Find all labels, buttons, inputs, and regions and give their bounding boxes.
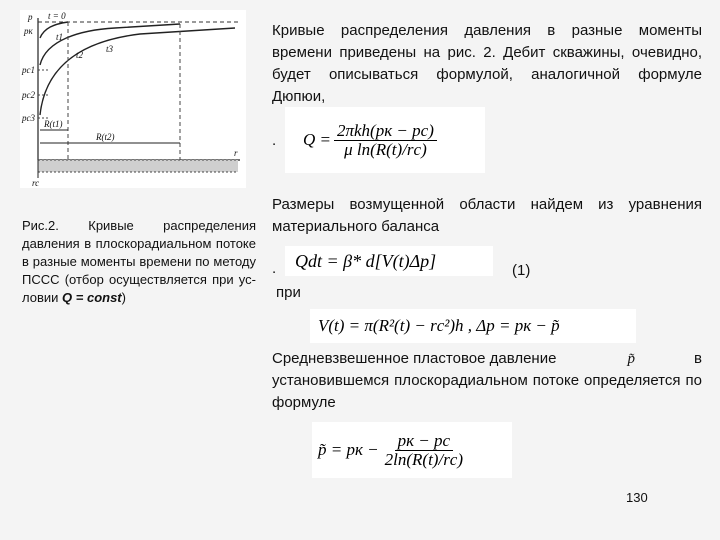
label-t0: t = 0 [48,11,66,21]
caption-text: Рис.2. Кривые распределения давления в плоскорадиальном потоке в разные моменты времени по методу ПСCC (отбор осуществляется при ус-ловии [22,218,256,305]
caption-tail: ) [121,290,126,305]
label-rt1: R(t1) [44,119,63,129]
paragraph-2: Размеры возмущенной области найдем из уравнения материального баланса [272,196,702,235]
average-pressure-formula [312,422,512,478]
volume-formula [310,309,636,343]
label-t2: t2 [76,50,84,60]
reservoir-strip [38,160,238,172]
formula2-text: Qdt = β* d[V(t)Δp] [295,250,437,271]
paragraph-3-lead: Средневзвешенное пластовое давление [272,350,557,367]
paragraph-3-v: в [694,350,702,367]
label-t3: t3 [106,44,114,54]
formula4-fraction [382,432,466,469]
dupuit-formula [285,107,485,173]
formula2-dot: . [272,260,277,277]
label-pc2: pс2 [22,90,35,100]
equation-number: (1) [512,262,531,279]
label-pk: pк [24,26,33,36]
formula1-dot: . [272,132,277,149]
curve-t3 [40,28,235,115]
ptilde-symbol: p̃ [627,351,635,367]
formula1-lhs: Q = [303,130,331,149]
label-pc3: pс3 [22,113,35,123]
paragraph-3 [272,348,702,414]
label-pc1: pс1 [22,65,35,75]
pressure-curves-diagram [20,10,246,188]
pri-word: при [276,284,301,301]
label-t1: t1 [56,32,64,42]
formula4-lhs: p̃ = pк − [318,440,379,459]
curve-t1 [40,22,68,38]
figure-caption [22,217,256,307]
formula1-denominator: μ ln(R(t)/rс) [344,139,427,159]
formula4-numerator: pк − pс [395,432,453,451]
label-rt2: R(t2) [96,132,115,142]
material-balance-formula [285,246,493,276]
formula4-denominator: 2ln(R(t)/rс) [384,449,464,469]
caption-condition: Q = const [62,290,122,305]
label-p: p [28,12,33,22]
label-r: r [234,148,238,158]
formula3-text: V(t) = π(R²(t) − rс²)h , Δp = pк − p̃ [318,316,560,335]
page-number: 130 [626,490,648,505]
label-rc: rc [32,178,40,188]
pressure-distribution-figure [20,10,246,188]
paragraph-1: Кривые распределения давления в разные моменты времени приведены на рис. 2. Дебит скважины, очевидно, будет описываться формулой, аналогичной формуле Дюпюи, [272,22,702,105]
formula1-fraction [334,122,437,159]
formula1-numerator: 2πkh(pк − pс) [334,122,437,141]
paragraph-3-rest: установившемся плоскорадиальном потоке определяется по формуле [272,372,702,411]
